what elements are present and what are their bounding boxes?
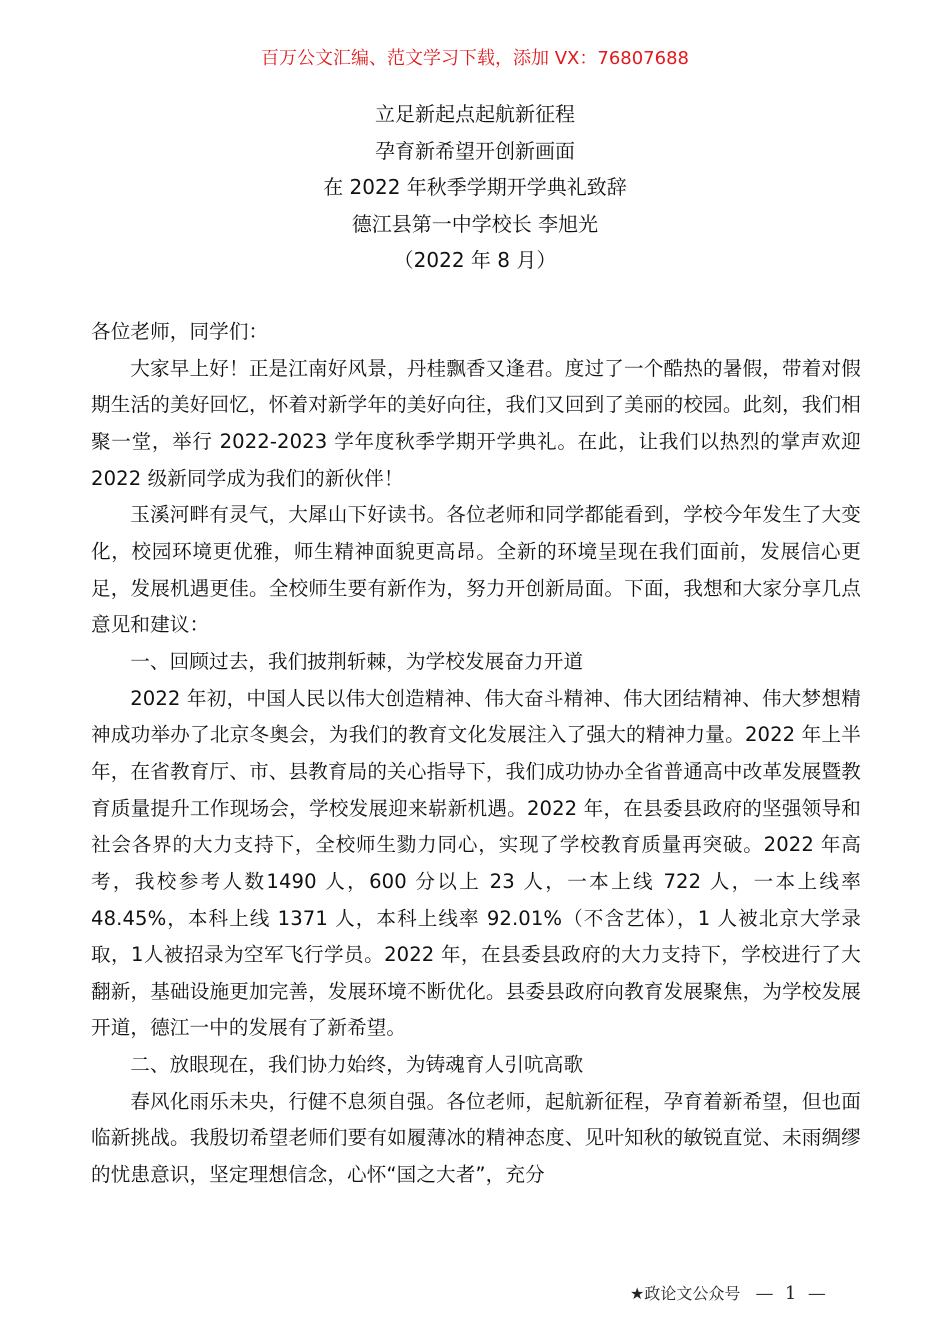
paragraph: 玉溪河畔有灵气，大犀山下好读书。各位老师和同学都能看到，学校今年发生了大变化，校园环境更优雅，师生精神面貌更高昂。全新的环境呈现在我们面前，发展信心更足，发展机遇更佳。全校师生要有新作为，努力开创新局面。下面，我想和大家分享几点意见和建议： [91,503,861,637]
page-footer [630,1280,826,1308]
paragraph: 大家早上好！正是江南好风景，丹桂飘香又逢君。度过了一个酷热的暑假，带着对假期生活的美好回忆，怀着对新学年的美好向往，我们又回到了美丽的校园。此刻，我们相聚一堂，举行 2022-2023 学年度秋季学期开学典礼。在此，让我们以热烈的掌声欢迎 2022 级新同学成为我们的新伙伴！ [91,356,861,490]
title-line-sub: 孕育新希望开创新画面 [375,138,575,163]
paragraph: 春风化雨乐未央，行健不息须自强。各位老师，起航新征程，孕育着新希望，但也面临新挑战。我殷切希望老师们要有如履薄冰的精神态度、见叶知秋的敏锐直觉、未雨绸缪的忧患意识，坚定理想信念，心怀“国之大者”，充分 [91,1089,861,1187]
title-line-occasion: 在 2022 年秋季学期开学典礼致辞 [323,175,627,200]
document-body [91,314,861,1194]
salutation: 各位老师，同学们： [91,320,269,343]
watermark-banner: 百万公文汇编、范文学习下载，添加 VX：76807688 [261,48,689,69]
page-number [755,1283,825,1304]
dash-right: — [807,1283,826,1304]
title-line-author: 德江县第一中学校长 李旭光 [351,211,599,236]
section-heading-1: 一、回顾过去，我们披荆斩棘，为学校发展奋力开道 [130,649,584,673]
dash-left: — [755,1283,774,1304]
section-heading-2: 二、放眼现在，我们协力始终，为铸魂育人引吭高歌 [130,1053,584,1077]
title-line-main: 立足新起点起航新征程 [375,102,575,126]
page-number-value: 1 [784,1283,797,1304]
title-line-date: （2022 年 8 月） [393,248,557,273]
document-title-block [0,96,950,279]
footer-source-label: ★政论文公众号 [630,1284,741,1303]
paragraph: 2022 年初，中国人民以伟大创造精神、伟大奋斗精神、伟大团结精神、伟大梦想精神成功举办了北京冬奥会，为我们的教育文化发展注入了强大的精神力量。2022 年上半年，在省教育厅、市、县教育局的关心指导下，我们成功协办全省普通高中改革发展暨教育质量提升工作现场会，学校发展迎来崭新机遇。2022 年，在县委县政府的坚强领导和社会各界的大力支持下，全校师生勠力同心，实现了学校教育质量再突破。2022 年高考，我校参考人数1490 人，600 分以上 23 人，一本上线 722 人，一本上线率 48.45%，本科上线 1371 人，本科上线率 92.01%（不含艺体），1 人被北京大学录取，1人被招录为空军飞行学员。2022 年，在县委县政府的大力支持下，学校进行了大翻新，基础设施更加完善，发展环境不断优化。县委县政府向教育发展聚焦，为学校发展开道，德江一中的发展有了新希望。 [91,686,861,1040]
